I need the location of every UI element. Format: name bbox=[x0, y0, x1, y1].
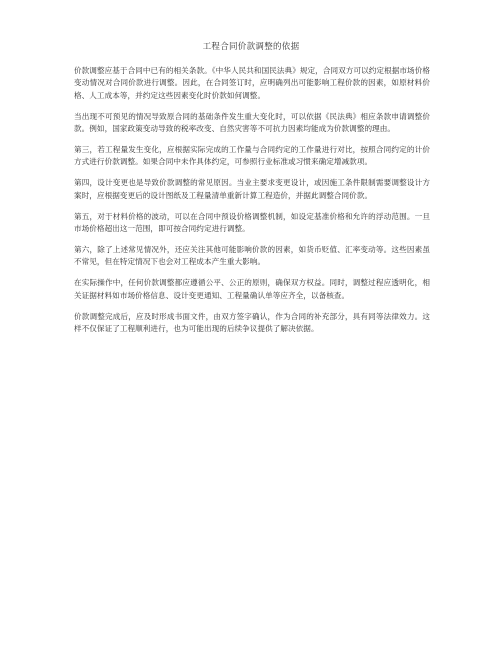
document-title: 工程合同价款调整的依据 bbox=[202, 42, 300, 52]
paragraph-quantity-change: 第三，若工程量发生变化，应根据实际完成的工作量与合同约定的工作量进行对比，按照合同约定的计价方式进行价款调整。如果合同中未作具体约定，可参照行业标准或习惯来确定增减款项。 bbox=[74, 145, 430, 167]
paragraph-material-price: 第五，对于材料价格的波动，可以在合同中预设价格调整机制，如设定基准价格和允许的浮动范围。一旦市场价格超出这一范围，即可按合同约定进行调整。 bbox=[74, 211, 430, 234]
paragraph-basis: 价款调整应基于合同中已有的相关条款。《中华人民共和国民法典》规定，合同双方可以约定根据市场价格变动情况对合同价款进行调整。因此，在合同签订时，应明确列出可能影响工程价款的因素，如原材料价格、人工成本等，并约定这些因素变化时价款如何调整。 bbox=[74, 66, 430, 100]
paragraph-principles: 在实际操作中，任何价款调整都应遵循公平、公正的原则，确保双方权益。同时，调整过程应透明化，相关证据材料如市场价格信息、设计变更通知、工程量确认单等应齐全，以备核查。 bbox=[74, 278, 430, 300]
paragraph-design-change: 第四，设计变更也是导致价款调整的常见原因。当业主要求变更设计，或因施工条件限制需要调整设计方案时，应根据变更后的设计图纸及工程量清单重新计算工程造价，并据此调整合同价款。 bbox=[74, 178, 430, 200]
document-body bbox=[74, 65, 430, 344]
paragraph-other-factors: 第六，除了上述常见情况外，还应关注其他可能影响价款的因素，如货币贬值、汇率变动等。这些因素虽不常见，但在特定情况下也会对工程成本产生重大影响。 bbox=[74, 244, 430, 267]
paragraph-documentation: 价款调整完成后，应及时形成书面文件，由双方签字确认，作为合同的补充部分，具有同等法律效力。这样不仅保证了工程顺利进行，也为可能出现的后续争议提供了解决依据。 bbox=[74, 311, 430, 333]
paragraph-unforeseen: 当出现不可预见的情况导致原合同的基础条件发生重大变化时，可以依据《民法典》相应条款申请调整价款。例如，国家政策变动导致的税率改变、自然灾害等不可抗力因素均能成为价款调整的理由。 bbox=[74, 111, 430, 134]
